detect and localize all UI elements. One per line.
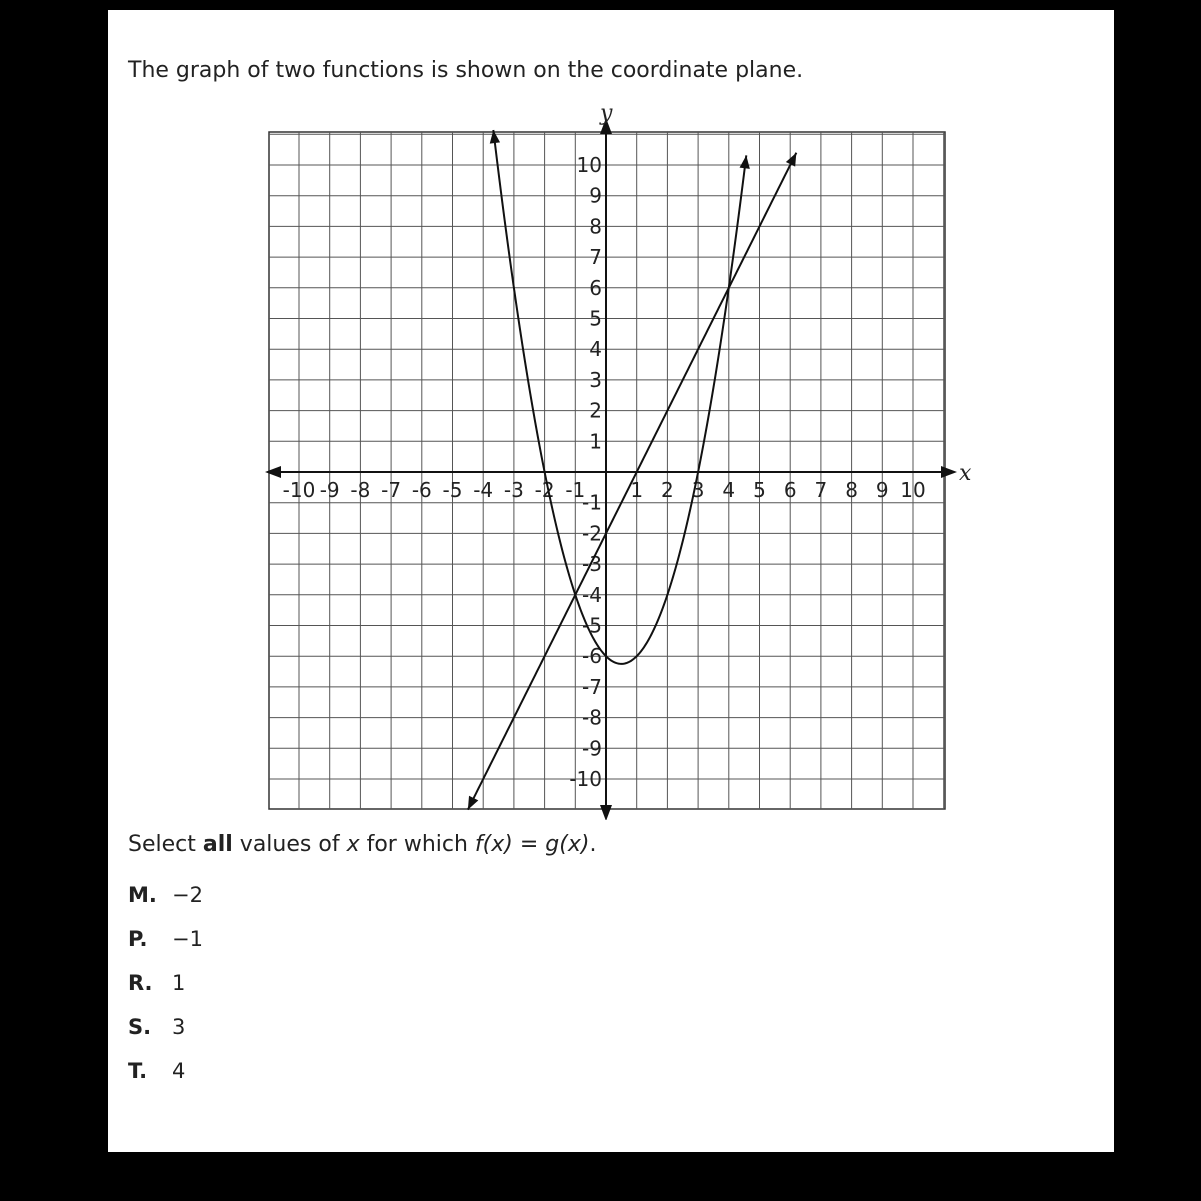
choice-t[interactable]: T. 4 (128, 1059, 186, 1083)
worksheet-page (108, 10, 1114, 1152)
x-tick-label: -9 (319, 478, 340, 502)
x-tick-label: 1 (630, 478, 644, 502)
choice-p[interactable]: P. −1 (128, 927, 203, 951)
y-tick-label: -1 (582, 490, 602, 515)
x-tick-label: -4 (473, 478, 494, 502)
instruction-text: Select all values of x for which f(x) = g(x). (128, 832, 597, 857)
x-tick-label: 5 (753, 478, 766, 502)
y-tick-label: -10 (569, 767, 602, 791)
x-axis-arrow-right (941, 466, 957, 478)
y-tick-label: -4 (582, 582, 602, 607)
x-tick-label: -8 (350, 478, 371, 502)
y-tick-label: -2 (582, 521, 602, 546)
y-tick-label: -5 (582, 613, 602, 638)
y-axis-label: y (600, 101, 613, 126)
y-tick-label: 5 (589, 306, 602, 331)
x-tick-label: 2 (661, 478, 674, 502)
y-tick-label: -3 (582, 552, 602, 577)
x-axis-label: x (959, 461, 972, 486)
x-axis-arrow-left (265, 466, 281, 478)
question-prompt: The graph of two functions is shown on the coordinate plane. (128, 58, 804, 83)
y-tick-label: -8 (582, 705, 602, 730)
parabola-curve (493, 130, 746, 664)
x-tick-label: -1 (565, 478, 586, 502)
choice-m[interactable]: M. −2 (128, 883, 203, 907)
x-tick-label: 6 (783, 478, 797, 502)
y-tick-label: 9 (589, 183, 602, 208)
y-axis-arrow-down (600, 805, 612, 820)
x-tick-label: 10 (900, 478, 926, 502)
y-tick-label: 6 (589, 275, 602, 300)
x-tick-label: -6 (411, 478, 432, 502)
coordinate-plane (108, 10, 1114, 820)
x-tick-label: 7 (814, 478, 828, 502)
function-graphs (468, 130, 796, 810)
parabola-arrow-end (740, 155, 750, 169)
y-tick-label: -6 (582, 644, 602, 669)
line-arrow-start (468, 796, 478, 810)
choice-r[interactable]: R. 1 (128, 971, 186, 995)
choice-s[interactable]: S. 3 (128, 1015, 186, 1039)
y-tick-label: 7 (589, 245, 602, 270)
x-tick-label: -10 (282, 478, 316, 502)
x-tick-label: 4 (722, 478, 736, 502)
y-tick-label: 2 (589, 398, 602, 423)
x-tick-label: -7 (381, 478, 402, 502)
x-tick-label: 9 (875, 478, 889, 502)
x-tick-label: -3 (503, 478, 524, 502)
y-tick-label: 4 (589, 337, 602, 362)
x-tick-label: -2 (534, 478, 555, 502)
y-tick-label: 8 (589, 214, 602, 239)
answer-choices (128, 883, 203, 1103)
y-tick-label: -7 (582, 674, 602, 699)
axes (265, 118, 957, 820)
x-tick-label: 3 (691, 478, 705, 502)
y-tick-label: 10 (576, 153, 602, 177)
y-tick-label: -9 (582, 736, 602, 761)
y-tick-label: 1 (589, 429, 602, 454)
y-tick-label: 3 (589, 367, 602, 392)
x-tick-label: 8 (845, 478, 858, 502)
x-tick-label: -5 (442, 478, 463, 502)
